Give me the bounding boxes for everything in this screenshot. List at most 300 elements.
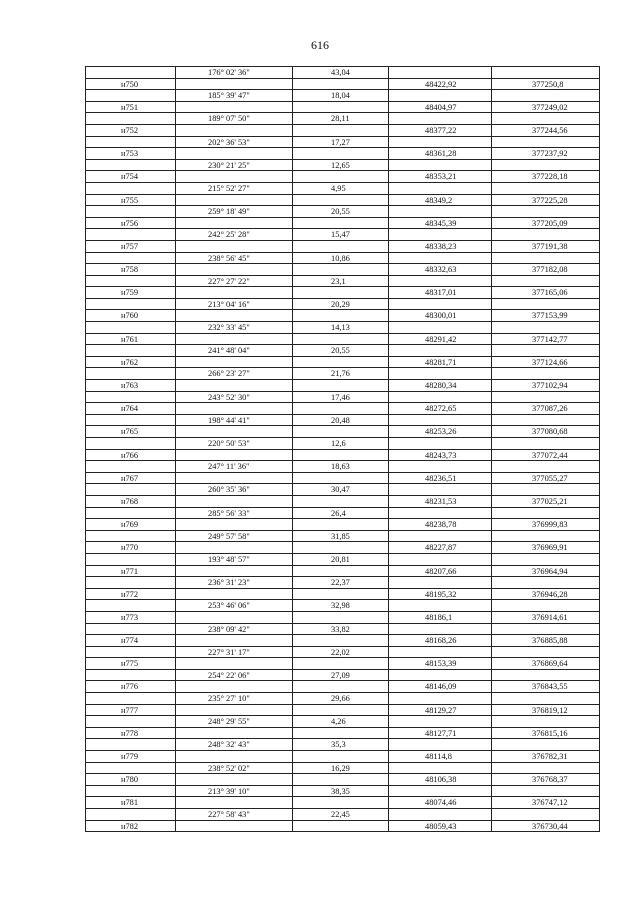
point-label: н758 [85,263,175,275]
point-label: н775 [85,657,175,669]
y-coordinate: 377102,94 [491,379,600,391]
segment-row [85,715,600,727]
bearing-angle: 238° 52' 02" [175,762,292,774]
y-coordinate: 377142,77 [491,333,600,345]
y-coordinate: 376999,83 [491,518,600,530]
point-row [85,263,600,275]
bearing-angle: 213° 39' 10" [175,785,292,797]
empty-cell [292,680,388,692]
empty-cell [388,785,491,797]
empty-cell [292,333,388,345]
segment-row [85,483,600,495]
empty-cell [85,66,175,78]
empty-cell [85,785,175,797]
point-row [85,333,600,345]
empty-cell [85,414,175,426]
x-coordinate: 48207,66 [388,565,491,577]
segment-distance: 23,1 [292,275,388,287]
empty-cell [175,78,292,90]
empty-cell [491,553,600,565]
point-label: н751 [85,101,175,113]
x-coordinate: 48129,27 [388,704,491,716]
segment-distance: 22,37 [292,576,388,588]
empty-cell [85,437,175,449]
point-row [85,680,600,692]
x-coordinate: 48349,2 [388,194,491,206]
empty-cell [175,588,292,600]
point-label: н764 [85,402,175,414]
segment-distance: 4,26 [292,715,388,727]
empty-cell [292,565,388,577]
empty-cell [491,437,600,449]
empty-cell [292,263,388,275]
segment-row [85,275,600,287]
empty-cell [292,379,388,391]
segment-distance: 28,11 [292,112,388,124]
empty-cell [175,309,292,321]
empty-cell [175,147,292,159]
x-coordinate: 48146,09 [388,680,491,692]
y-coordinate: 376843,55 [491,680,600,692]
segment-row [85,599,600,611]
empty-cell [491,646,600,658]
bearing-angle: 227° 58' 43" [175,808,292,820]
segment-distance: 33,82 [292,623,388,635]
empty-cell [292,78,388,90]
y-coordinate: 377080,68 [491,425,600,437]
page-number: 616 [311,38,329,52]
empty-cell [491,344,600,356]
segment-row [85,785,600,797]
empty-cell [175,333,292,345]
point-row [85,773,600,785]
bearing-angle: 235° 27' 10" [175,692,292,704]
y-coordinate: 376768,37 [491,773,600,785]
empty-cell [388,692,491,704]
empty-cell [388,298,491,310]
empty-cell [388,414,491,426]
empty-cell [388,136,491,148]
empty-cell [85,762,175,774]
segment-distance: 20,48 [292,414,388,426]
point-label: н765 [85,425,175,437]
empty-cell [175,240,292,252]
point-row [85,565,600,577]
bearing-angle: 260° 35' 36" [175,483,292,495]
segment-distance: 12,6 [292,437,388,449]
segment-distance: 4,95 [292,182,388,194]
empty-cell [175,541,292,553]
bearing-angle: 202° 36' 53" [175,136,292,148]
x-coordinate: 48377,22 [388,124,491,136]
segment-distance: 29,66 [292,692,388,704]
bearing-angle: 227° 27' 22" [175,275,292,287]
x-coordinate: 48074,46 [388,796,491,808]
bearing-angle: 193° 48' 57" [175,553,292,565]
empty-cell [388,367,491,379]
empty-cell [491,414,600,426]
empty-cell [175,449,292,461]
segment-distance: 43,04 [292,66,388,78]
empty-cell [292,541,388,553]
x-coordinate: 48243,73 [388,449,491,461]
empty-cell [175,773,292,785]
point-label: н782 [85,820,175,832]
empty-cell [292,495,388,507]
point-label: н770 [85,541,175,553]
bearing-angle: 254° 22' 06" [175,669,292,681]
empty-cell [292,217,388,229]
segment-row [85,298,600,310]
point-row [85,101,600,113]
empty-cell [85,623,175,635]
empty-cell [388,623,491,635]
segment-distance: 22,02 [292,646,388,658]
empty-cell [175,820,292,832]
point-row [85,750,600,762]
x-coordinate: 48153,39 [388,657,491,669]
segment-row [85,136,600,148]
empty-cell [85,228,175,240]
empty-cell [85,275,175,287]
segment-distance: 20,55 [292,205,388,217]
point-label: н777 [85,704,175,716]
empty-cell [292,286,388,298]
bearing-angle: 176° 02' 36" [175,66,292,78]
empty-cell [85,669,175,681]
segment-row [85,89,600,101]
bearing-angle: 230° 21' 25" [175,159,292,171]
segment-distance: 18,04 [292,89,388,101]
segment-distance: 26,4 [292,507,388,519]
point-row [85,356,600,368]
segment-row [85,182,600,194]
bearing-angle: 249° 57' 58" [175,530,292,542]
y-coordinate: 376782,31 [491,750,600,762]
x-coordinate: 48345,39 [388,217,491,229]
segment-row [85,623,600,635]
empty-cell [491,367,600,379]
x-coordinate: 48422,92 [388,78,491,90]
y-coordinate: 377244,56 [491,124,600,136]
bearing-angle: 248° 32' 43" [175,738,292,750]
point-row [85,449,600,461]
bearing-angle: 227° 31' 17" [175,646,292,658]
segment-row [85,344,600,356]
y-coordinate: 376819,12 [491,704,600,716]
segment-row [85,414,600,426]
x-coordinate: 48127,71 [388,727,491,739]
segment-distance: 20,55 [292,344,388,356]
empty-cell [388,808,491,820]
segment-row [85,692,600,704]
point-row [85,657,600,669]
empty-cell [292,750,388,762]
empty-cell [85,808,175,820]
empty-cell [85,460,175,472]
empty-cell [292,727,388,739]
empty-cell [292,170,388,182]
point-label: н767 [85,472,175,484]
point-label: н771 [85,565,175,577]
empty-cell [292,588,388,600]
empty-cell [491,460,600,472]
empty-cell [85,136,175,148]
y-coordinate: 377250,8 [491,78,600,90]
empty-cell [85,507,175,519]
point-label: н766 [85,449,175,461]
y-coordinate: 376815,16 [491,727,600,739]
empty-cell [491,391,600,403]
empty-cell [175,425,292,437]
empty-cell [85,530,175,542]
point-row [85,796,600,808]
empty-cell [292,402,388,414]
x-coordinate: 48300,01 [388,309,491,321]
empty-cell [491,715,600,727]
empty-cell [175,495,292,507]
empty-cell [85,715,175,727]
empty-cell [85,182,175,194]
empty-cell [388,391,491,403]
empty-cell [175,379,292,391]
bearing-angle: 185° 39' 47" [175,89,292,101]
empty-cell [175,124,292,136]
segment-row [85,507,600,519]
x-coordinate: 48338,23 [388,240,491,252]
empty-cell [85,576,175,588]
empty-cell [292,449,388,461]
point-row [85,309,600,321]
empty-cell [292,194,388,206]
empty-cell [85,159,175,171]
segment-row [85,321,600,333]
empty-cell [491,275,600,287]
empty-cell [491,785,600,797]
bearing-angle: 243° 52' 30" [175,391,292,403]
point-label: н759 [85,286,175,298]
y-coordinate: 377228,18 [491,170,600,182]
empty-cell [491,228,600,240]
empty-cell [388,66,491,78]
y-coordinate: 377072,44 [491,449,600,461]
empty-cell [491,762,600,774]
segment-row [85,437,600,449]
point-row [85,704,600,716]
empty-cell [175,727,292,739]
y-coordinate: 377124,66 [491,356,600,368]
segment-distance: 35,3 [292,738,388,750]
x-coordinate: 48272,65 [388,402,491,414]
point-row [85,170,600,182]
point-row [85,425,600,437]
x-coordinate: 48227,87 [388,541,491,553]
y-coordinate: 376885,88 [491,634,600,646]
empty-cell [491,66,600,78]
point-label: н761 [85,333,175,345]
y-coordinate: 377182,08 [491,263,600,275]
segment-distance: 16,29 [292,762,388,774]
y-coordinate: 377225,28 [491,194,600,206]
empty-cell [388,321,491,333]
empty-cell [175,680,292,692]
empty-cell [85,738,175,750]
empty-cell [292,124,388,136]
segment-row [85,669,600,681]
segment-distance: 30,47 [292,483,388,495]
point-row [85,379,600,391]
segment-row [85,391,600,403]
empty-cell [388,275,491,287]
y-coordinate: 377087,26 [491,402,600,414]
empty-cell [292,611,388,623]
empty-cell [491,808,600,820]
point-label: н779 [85,750,175,762]
segment-distance: 15,47 [292,228,388,240]
point-row [85,402,600,414]
empty-cell [388,252,491,264]
empty-cell [292,147,388,159]
empty-cell [85,646,175,658]
x-coordinate: 48281,71 [388,356,491,368]
empty-cell [292,796,388,808]
x-coordinate: 48361,28 [388,147,491,159]
x-coordinate: 48253,26 [388,425,491,437]
segment-distance: 14,13 [292,321,388,333]
empty-cell [292,472,388,484]
empty-cell [292,356,388,368]
empty-cell [175,402,292,414]
point-row [85,240,600,252]
point-row [85,820,600,832]
point-label: н750 [85,78,175,90]
empty-cell [292,773,388,785]
point-row [85,541,600,553]
empty-cell [175,194,292,206]
point-row [85,124,600,136]
point-label: н757 [85,240,175,252]
empty-cell [388,112,491,124]
empty-cell [292,518,388,530]
point-row [85,472,600,484]
point-label: н768 [85,495,175,507]
segment-row [85,762,600,774]
segment-row [85,367,600,379]
point-label: н763 [85,379,175,391]
empty-cell [175,657,292,669]
point-label: н760 [85,309,175,321]
point-row [85,78,600,90]
empty-cell [388,762,491,774]
empty-cell [491,599,600,611]
empty-cell [491,252,600,264]
x-coordinate: 48280,34 [388,379,491,391]
segment-distance: 21,76 [292,367,388,379]
point-label: н780 [85,773,175,785]
point-label: н753 [85,147,175,159]
empty-cell [292,101,388,113]
empty-cell [175,101,292,113]
point-row [85,588,600,600]
empty-cell [85,321,175,333]
empty-cell [388,599,491,611]
empty-cell [85,252,175,264]
empty-cell [175,356,292,368]
y-coordinate: 377025,21 [491,495,600,507]
bearing-angle: 247° 11' 36" [175,460,292,472]
empty-cell [175,611,292,623]
point-row [85,518,600,530]
empty-cell [388,344,491,356]
point-row [85,634,600,646]
segment-distance: 32,98 [292,599,388,611]
segment-row [85,646,600,658]
x-coordinate: 48106,38 [388,773,491,785]
empty-cell [491,112,600,124]
y-coordinate: 377237,92 [491,147,600,159]
empty-cell [175,263,292,275]
empty-cell [292,704,388,716]
empty-cell [388,646,491,658]
empty-cell [85,553,175,565]
empty-cell [85,112,175,124]
segment-row [85,576,600,588]
segment-distance: 18,63 [292,460,388,472]
bearing-angle: 241° 48' 04" [175,344,292,356]
empty-cell [175,518,292,530]
segment-row [85,66,600,78]
empty-cell [85,298,175,310]
empty-cell [491,669,600,681]
segment-row [85,112,600,124]
segment-row [85,205,600,217]
x-coordinate: 48168,26 [388,634,491,646]
empty-cell [175,634,292,646]
y-coordinate: 377165,06 [491,286,600,298]
point-row [85,147,600,159]
x-coordinate: 48291,42 [388,333,491,345]
empty-cell [491,530,600,542]
empty-cell [388,483,491,495]
empty-cell [175,170,292,182]
empty-cell [491,507,600,519]
point-label: н773 [85,611,175,623]
coordinates-table [85,66,600,831]
segment-row [85,252,600,264]
y-coordinate: 377205,09 [491,217,600,229]
empty-cell [292,425,388,437]
x-coordinate: 48059,43 [388,820,491,832]
bearing-angle: 238° 56' 45" [175,252,292,264]
point-row [85,286,600,298]
point-label: н772 [85,588,175,600]
y-coordinate: 376869,64 [491,657,600,669]
bearing-angle: 189° 07' 50" [175,112,292,124]
empty-cell [491,623,600,635]
y-coordinate: 376969,91 [491,541,600,553]
x-coordinate: 48236,51 [388,472,491,484]
empty-cell [388,182,491,194]
empty-cell [292,240,388,252]
point-row [85,194,600,206]
empty-cell [388,576,491,588]
empty-cell [175,796,292,808]
point-label: н755 [85,194,175,206]
segment-row [85,530,600,542]
empty-cell [491,738,600,750]
y-coordinate: 377055,27 [491,472,600,484]
x-coordinate: 48186,1 [388,611,491,623]
